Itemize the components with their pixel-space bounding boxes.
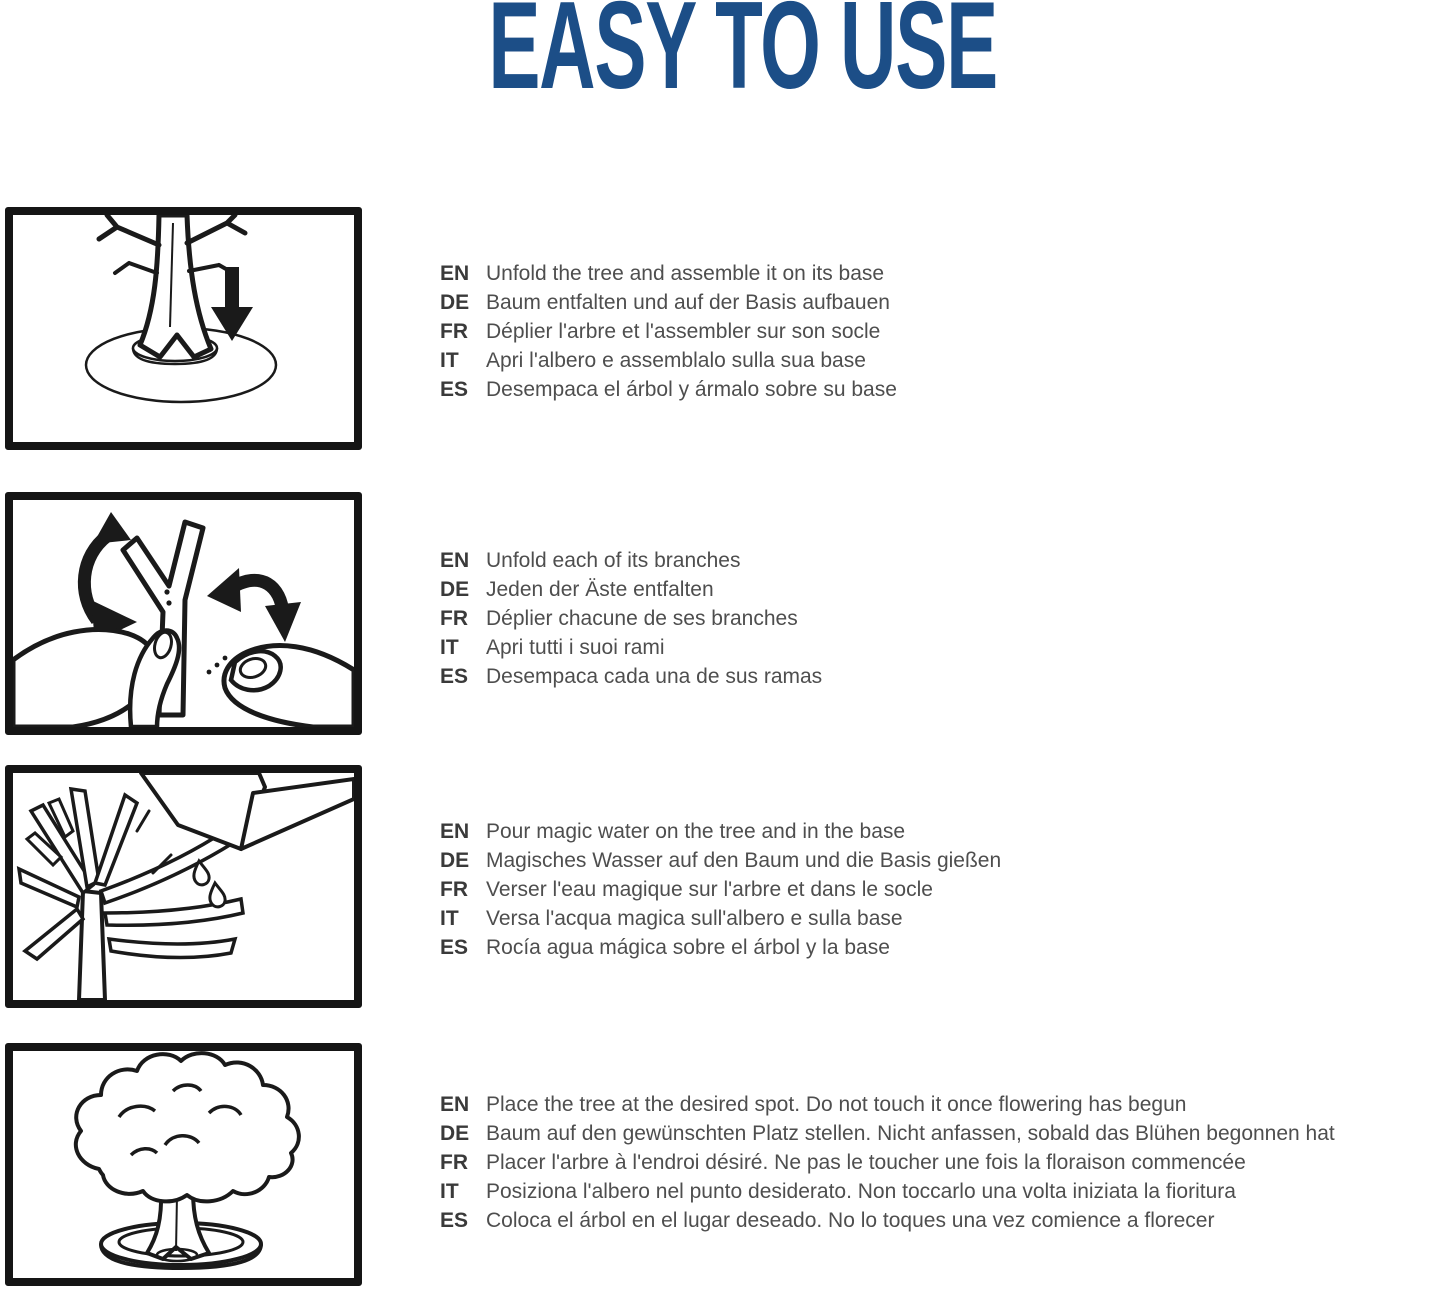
unfold-branches-hands-illustration <box>13 500 354 727</box>
lang-label: ES <box>440 1209 469 1232</box>
unfold-tree-on-base-illustration <box>13 215 354 442</box>
instruction-text: Apri tutti i suoi rami <box>486 636 665 659</box>
instructions-step1 <box>440 259 897 404</box>
instruction-text: Magisches Wasser auf den Baum und die Basis gießen <box>486 849 1002 872</box>
instruction-line <box>440 875 1001 904</box>
lang-label: ES <box>440 665 469 688</box>
lang-label: ES <box>440 378 469 401</box>
instruction-text: Place the tree at the desired spot. Do not touch it once flowering has begun <box>486 1093 1187 1116</box>
instruction-line <box>440 933 1001 962</box>
instruction-line <box>440 817 1001 846</box>
page-title-text: EASY TO USE <box>488 0 997 115</box>
instruction-line <box>440 662 822 691</box>
water-drop-icon <box>210 883 225 907</box>
lang-label: IT <box>440 636 459 659</box>
lang-label: IT <box>440 349 459 372</box>
page-title <box>40 0 1445 115</box>
instruction-text: Déplier chacune de ses branches <box>486 607 798 630</box>
lang-label: DE <box>440 578 470 601</box>
instruction-text: Coloca el árbol en el lugar deseado. No lo toques una vez comience a florecer <box>486 1209 1215 1232</box>
instruction-text: Apri l'albero e assemblalo sulla sua base <box>486 349 866 372</box>
instruction-text: Jeden der Äste entfalten <box>486 578 714 601</box>
instruction-line <box>440 846 1001 875</box>
curved-arrow-icon <box>207 568 241 612</box>
instruction-text: Unfold each of its branches <box>486 549 741 572</box>
lang-label: EN <box>440 820 470 843</box>
instructions-step4 <box>440 1090 1335 1235</box>
illustration-box-step4 <box>5 1043 362 1286</box>
instruction-line <box>440 1148 1335 1177</box>
illustration-box-step3 <box>5 765 362 1008</box>
instruction-text: Rocía agua mágica sobre el árbol y la base <box>486 936 890 959</box>
lang-label: DE <box>440 849 470 872</box>
flowering-tree-illustration <box>13 1051 354 1278</box>
step-row-2 <box>0 492 1445 735</box>
instruction-line <box>440 575 822 604</box>
lang-label: DE <box>440 1122 470 1145</box>
step-row-3 <box>0 765 1445 1008</box>
curved-arrow-icon <box>93 512 131 544</box>
illustration-box-step1 <box>5 207 362 450</box>
lang-label: IT <box>440 907 459 930</box>
instruction-line <box>440 1090 1335 1119</box>
instruction-text: Versa l'acqua magica sull'albero e sulla base <box>486 907 903 930</box>
instruction-line <box>440 259 897 288</box>
lang-label: FR <box>440 878 468 901</box>
instruction-line <box>440 1206 1335 1235</box>
lang-label: FR <box>440 1151 468 1174</box>
instruction-text: Baum entfalten und auf der Basis aufbauen <box>486 291 890 314</box>
instruction-text: Placer l'arbre à l'endroi désiré. Ne pas le toucher une fois la floraison commencée <box>486 1151 1246 1174</box>
instruction-text: Pour magic water on the tree and in the base <box>486 820 906 843</box>
instruction-text: Baum auf den gewünschten Platz stellen. Nicht anfassen, sobald das Blühen begonnen hat <box>486 1122 1335 1145</box>
instructions-step2 <box>440 546 822 691</box>
instruction-text: Desempaca cada una de sus ramas <box>486 665 823 688</box>
instruction-text: Déplier l'arbre et l'assembler sur son socle <box>486 320 881 343</box>
instruction-line <box>440 604 822 633</box>
instruction-line <box>440 317 897 346</box>
instructions-step3 <box>440 817 1001 962</box>
lang-label: FR <box>440 320 468 343</box>
step-row-4 <box>0 1043 1445 1286</box>
instruction-text: Unfold the tree and assemble it on its base <box>486 262 885 285</box>
instruction-text: Posiziona l'albero nel punto desiderato. Non toccarlo una volta iniziata la fioritura <box>486 1180 1236 1203</box>
instruction-text: Verser l'eau magique sur l'arbre et dans le socle <box>486 878 933 901</box>
instruction-line <box>440 375 897 404</box>
instruction-line <box>440 1177 1335 1206</box>
lang-label: FR <box>440 607 468 630</box>
instruction-line <box>440 1119 1335 1148</box>
lang-label: EN <box>440 262 470 285</box>
lang-label: EN <box>440 549 470 572</box>
instruction-line <box>440 546 822 575</box>
step-row-1 <box>0 207 1445 450</box>
illustration-box-step2 <box>5 492 362 735</box>
lang-label: DE <box>440 291 470 314</box>
instruction-line <box>440 904 1001 933</box>
lang-label: ES <box>440 936 469 959</box>
instruction-line <box>440 346 897 375</box>
instruction-line <box>440 633 822 662</box>
instruction-line <box>440 288 897 317</box>
water-drop-icon <box>194 861 209 885</box>
lang-label: IT <box>440 1180 459 1203</box>
pour-magic-water-illustration <box>13 773 354 1000</box>
lang-label: EN <box>440 1093 470 1116</box>
instruction-text: Desempaca el árbol y ármalo sobre su base <box>486 378 897 401</box>
